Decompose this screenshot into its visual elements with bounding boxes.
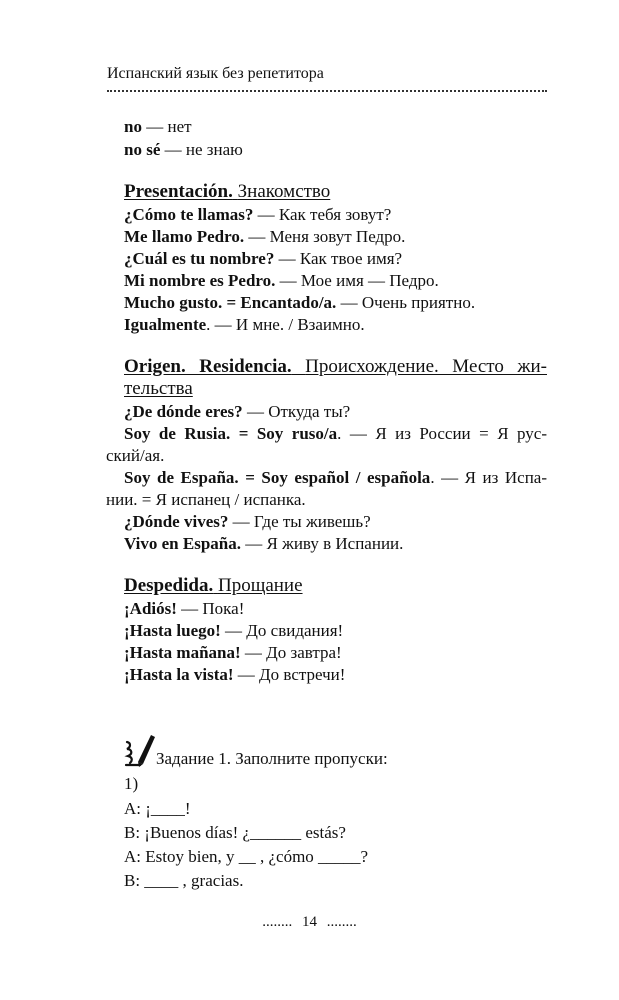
- section-heading-origen-cont: тельства: [124, 378, 193, 399]
- phrase-line: Me llamo Pedro. — Меня зовут Педро.: [124, 227, 406, 246]
- phrase-line: ¡Adiós! — Пока!: [124, 599, 245, 618]
- page-number: [0, 913, 619, 931]
- phrase-line: Soy de Rusia. = Soy ruso/a. — Я из России = Я рус-: [124, 424, 547, 443]
- running-head: Испанский язык без репетитора: [107, 65, 324, 82]
- exercise-line: B: ¡Buenos días! ¿______ estás?: [124, 823, 346, 842]
- phrase-line: ¡Hasta mañana! — До завтра!: [124, 643, 342, 662]
- phrase-line: ¿Dónde vives? — Где ты живешь?: [124, 512, 371, 531]
- page-number-dots-left: ........: [262, 914, 293, 930]
- header-dotted-rule: [107, 90, 547, 92]
- phrase-line: Igualmente. — И мне. / Взаимно.: [124, 315, 365, 334]
- phrase-line-cont: ский/ая.: [106, 446, 165, 465]
- phrase-line: ¡Hasta luego! — До свидания!: [124, 621, 344, 640]
- page-number-value: 14: [302, 914, 317, 930]
- phrase-line: Mi nombre es Pedro. — Мое имя — Педро.: [124, 271, 439, 290]
- vocab-ru: — нет: [146, 117, 192, 136]
- exercise-title: Задание 1. Заполните пропуски:: [156, 749, 388, 768]
- exercise-line: B: ____ , gracias.: [124, 871, 244, 890]
- phrase-line: Soy de España. = Soy español / española. — Я из Испа-: [124, 468, 547, 487]
- exercise-line: A: Estoy bien, y __ , ¿cómo _____?: [124, 847, 369, 866]
- vocab-line: [124, 139, 243, 161]
- vocab-es: no sé: [124, 140, 161, 159]
- section-heading-presentacion: Presentación. Знакомство: [124, 181, 331, 202]
- phrase-line: ¡Hasta la vista! — До встречи!: [124, 665, 346, 684]
- exercise-number: 1): [124, 774, 139, 793]
- phrase-line-cont: нии. = Я испанец / испанка.: [106, 490, 306, 509]
- page-number-dots-right: ........: [326, 914, 357, 930]
- vocab-line: [124, 116, 192, 138]
- phrase-line: ¿Cómo te llamas? — Как тебя зовут?: [124, 205, 392, 224]
- section-heading-origen: Origen. Residencia. Происхождение. Место жи-: [124, 356, 547, 377]
- phrase-line: Vivo en España. — Я живу в Испании.: [124, 534, 404, 553]
- pen-writing-icon: [124, 732, 156, 768]
- vocab-ru: — не знаю: [164, 140, 243, 159]
- phrase-line: ¿Cuál es tu nombre? — Как твое имя?: [124, 249, 403, 268]
- phrase-line: Mucho gusto. = Encantado/a. — Очень приятно.: [124, 293, 476, 312]
- section-heading-despedida: Despedida. Прощание: [124, 575, 303, 596]
- vocab-es: no: [124, 117, 142, 136]
- phrase-line: ¿De dónde eres? — Откуда ты?: [124, 402, 351, 421]
- exercise-line: A: ¡____!: [124, 799, 191, 818]
